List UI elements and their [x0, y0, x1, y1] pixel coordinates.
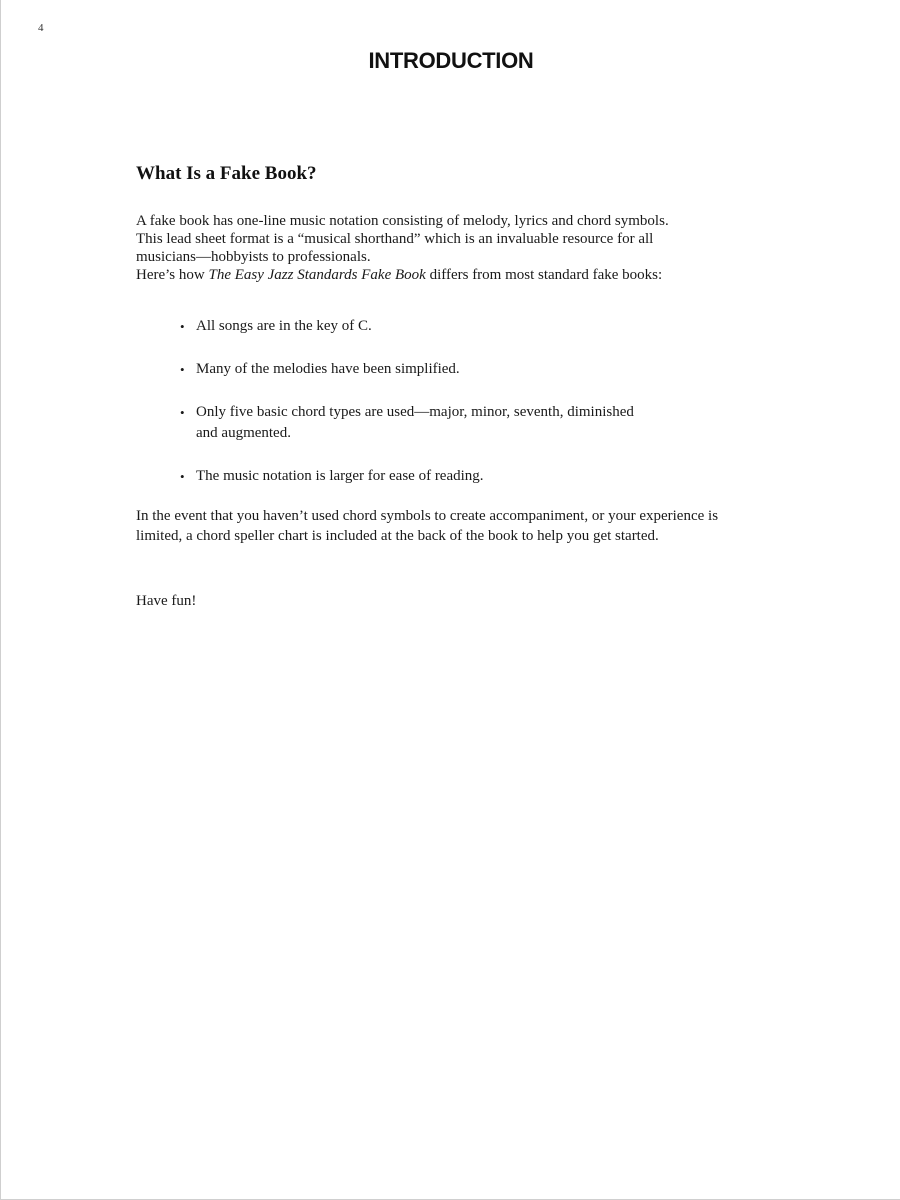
- list-item-text: All songs are in the key of C.: [196, 318, 372, 334]
- bullet-icon: •: [180, 362, 185, 377]
- intro-line: A fake book has one-line music notation consisting of melody, lyrics and chord symbols.: [136, 213, 669, 229]
- list-item: [179, 402, 636, 444]
- bullet-icon: •: [180, 405, 185, 420]
- list-item: [179, 316, 739, 337]
- list-item-text: Only five basic chord types are used—major, minor, seventh, diminished and augmented.: [196, 404, 634, 441]
- list-item-text: Many of the melodies have been simplified.: [196, 361, 460, 377]
- section-heading: What Is a Fake Book?: [136, 163, 317, 184]
- list-item: [179, 466, 739, 487]
- intro-line: This lead sheet format is a “musical shorthand” which is an invaluable resource for all: [136, 231, 654, 247]
- comparison-before: Here’s how: [136, 267, 209, 283]
- comparison-line: [136, 266, 776, 284]
- closing-paragraph: In the event that you haven’t used chord symbols to create accompaniment, or your experience is limited, a chord speller chart is included at the back of the book to help you get started.: [136, 508, 719, 544]
- comparison-after: differs from most standard fake books:: [425, 267, 663, 283]
- list-item: [179, 359, 739, 380]
- intro-paragraph: [136, 212, 776, 284]
- bullet-icon: •: [180, 319, 185, 334]
- bullet-icon: •: [180, 469, 185, 484]
- list-item-text: The music notation is larger for ease of reading.: [196, 468, 484, 484]
- page-number: 4: [38, 22, 44, 34]
- book-title: The Easy Jazz Standards Fake Book: [208, 267, 426, 283]
- intro-line: musicians—hobbyists to professionals.: [136, 249, 371, 265]
- sign-off: Have fun!: [136, 593, 197, 609]
- chapter-title: INTRODUCTION: [368, 48, 534, 73]
- feature-list: [179, 316, 739, 487]
